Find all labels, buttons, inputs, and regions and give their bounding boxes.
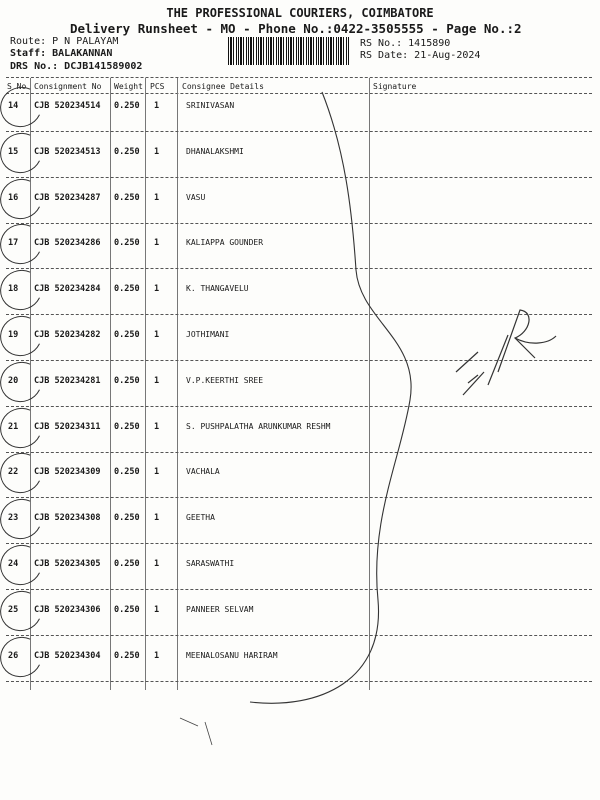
row-sno: 23	[8, 513, 19, 523]
column-header-consignee: Consignee Details	[182, 82, 264, 91]
column-header-consignment: Consignment No	[34, 82, 102, 91]
company-name: THE PROFESSIONAL COURIERS, COIMBATORE	[166, 6, 434, 20]
rs-number: RS No.: 1415890	[360, 38, 451, 49]
row-consignment-no: CJB 520234308	[34, 513, 101, 523]
row-pcs: 1	[154, 238, 160, 248]
row-sno: 16	[8, 193, 19, 203]
runsheet-title: Delivery Runsheet - MO - Phone No.:0422-3505555 - Page No.:2	[70, 21, 522, 36]
row-pcs: 1	[154, 651, 160, 661]
row-weight: 0.250	[114, 193, 140, 203]
row-consignee: S. PUSHPALATHA ARUNKUMAR RESHM	[186, 422, 331, 431]
row-consignment-no: CJB 520234305	[34, 559, 101, 569]
column-header-signature: Signature	[373, 82, 417, 91]
row-weight: 0.250	[114, 605, 140, 615]
row-consignment-no: CJB 520234306	[34, 605, 101, 615]
route-label: Route: P N PALAYAM	[10, 36, 119, 47]
row-consignee: GEETHA	[186, 513, 215, 522]
row-weight: 0.250	[114, 284, 140, 294]
row-pcs: 1	[154, 513, 160, 523]
signature-stroke	[250, 92, 411, 703]
row-sno: 18	[8, 284, 19, 294]
staff-label: Staff: BALAKANNAN	[10, 48, 113, 59]
row-consignment-no: CJB 520234304	[34, 651, 101, 661]
row-consignee: MEENALOSANU HARIRAM	[186, 651, 278, 660]
row-weight: 0.250	[114, 559, 140, 569]
row-pcs: 1	[154, 605, 160, 615]
row-consignee: JOTHIMANI	[186, 330, 230, 339]
row-pcs: 1	[154, 422, 160, 432]
row-sno: 24	[8, 559, 19, 569]
row-consignee: V.P.KEERTHI SREE	[186, 376, 264, 385]
row-consignee: VACHALA	[186, 467, 220, 476]
row-weight: 0.250	[114, 467, 140, 477]
row-weight: 0.250	[114, 376, 140, 386]
row-pcs: 1	[154, 559, 160, 569]
row-weight: 0.250	[114, 238, 140, 248]
row-consignee: VASU	[186, 193, 206, 202]
row-pcs: 1	[154, 284, 160, 294]
row-sno: 17	[8, 238, 19, 248]
hr-signature-mark	[456, 310, 556, 395]
row-consignment-no: CJB 520234286	[34, 238, 101, 248]
row-sno: 25	[8, 605, 19, 615]
row-weight: 0.250	[114, 651, 140, 661]
row-consignee: DHANALAKSHMI	[186, 147, 244, 156]
row-consignment-no: CJB 520234311	[34, 422, 101, 432]
row-consignment-no: CJB 520234284	[34, 284, 101, 294]
row-sno: 14	[8, 101, 19, 111]
row-pcs: 1	[154, 147, 160, 157]
row-consignment-no: CJB 520234282	[34, 330, 101, 340]
row-pcs: 1	[154, 467, 160, 477]
row-consignment-no: CJB 520234287	[34, 193, 101, 203]
row-consignment-no: CJB 520234281	[34, 376, 101, 386]
row-consignment-no: CJB 520234513	[34, 147, 101, 157]
row-pcs: 1	[154, 193, 160, 203]
row-pcs: 1	[154, 376, 160, 386]
row-weight: 0.250	[114, 422, 140, 432]
row-weight: 0.250	[114, 513, 140, 523]
rs-date: RS Date: 21-Aug-2024	[360, 50, 481, 61]
row-sno: 21	[8, 422, 19, 432]
row-consignee: KALIAPPA GOUNDER	[186, 238, 264, 247]
row-sno: 15	[8, 147, 19, 157]
row-consignee: SARASWATHI	[186, 559, 235, 568]
row-weight: 0.250	[114, 330, 140, 340]
row-consignment-no: CJB 520234514	[34, 101, 101, 111]
row-weight: 0.250	[114, 101, 140, 111]
stray-mark	[180, 718, 212, 745]
row-weight: 0.250	[114, 147, 140, 157]
row-pcs: 1	[154, 330, 160, 340]
row-consignee: K. THANGAVELU	[186, 284, 249, 293]
row-pcs: 1	[154, 101, 160, 111]
drs-number: DRS No.: DCJB141589002	[10, 61, 143, 72]
column-header-sno: S No	[7, 82, 27, 91]
column-header-weight: Weight	[114, 82, 143, 91]
row-consignment-no: CJB 520234309	[34, 467, 101, 477]
row-consignee: PANNEER SELVAM	[186, 605, 254, 614]
row-sno: 19	[8, 330, 19, 340]
row-consignee: SRINIVASAN	[186, 101, 235, 110]
column-header-pcs: PCS	[150, 82, 165, 91]
row-sno: 26	[8, 651, 19, 661]
row-sno: 22	[8, 467, 19, 477]
row-sno: 20	[8, 376, 19, 386]
